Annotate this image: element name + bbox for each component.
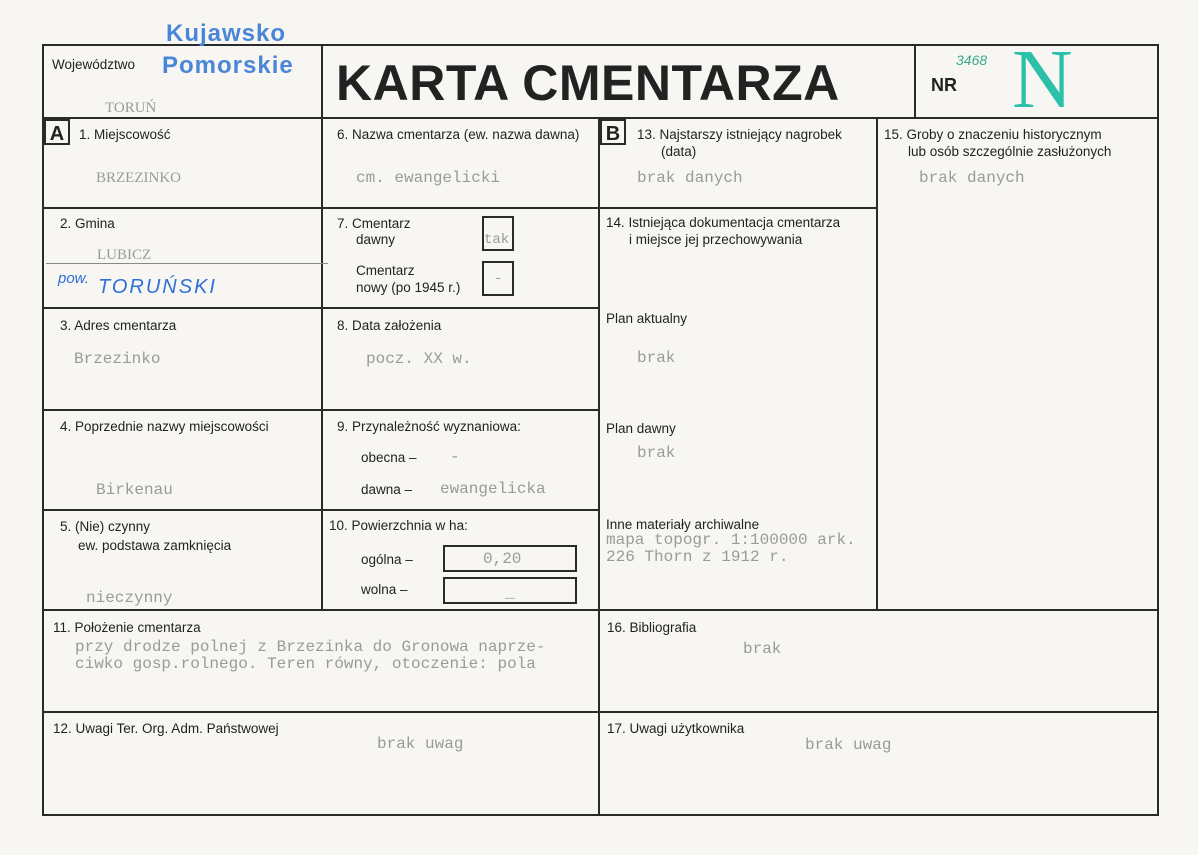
ogolna-field[interactable] bbox=[443, 545, 577, 572]
field-7-nowy-sublabel: nowy (po 1945 r.) bbox=[356, 280, 461, 295]
field-3-value: Brzezinko bbox=[74, 350, 161, 368]
nr-mark: N bbox=[1012, 33, 1073, 126]
field-15-value: brak danych bbox=[919, 169, 1025, 187]
page-title: KARTA CMENTARZA bbox=[336, 55, 840, 111]
field-5-sublabel: ew. podstawa zamknięcia bbox=[78, 538, 232, 553]
field-12-value: brak uwag bbox=[377, 735, 464, 753]
field-1-label: 1. Miejscowość bbox=[79, 127, 171, 142]
ogolna-value: 0,20 bbox=[483, 550, 522, 568]
typed-underline bbox=[46, 263, 328, 264]
field-11-line1: przy drodze polnej z Brzezinka do Gronowa naprze- bbox=[75, 638, 546, 656]
divider bbox=[321, 44, 323, 611]
field-4-value: Birkenau bbox=[96, 481, 173, 499]
field-15-sublabel: lub osób szczególnie zasłużonych bbox=[908, 144, 1112, 159]
section-a-marker: A bbox=[44, 119, 70, 145]
plan-dawny-label: Plan dawny bbox=[606, 421, 676, 436]
field-13-value: brak danych bbox=[637, 169, 743, 187]
field-2-value: LUBICZ bbox=[97, 247, 152, 263]
obecna-value: - bbox=[450, 448, 460, 466]
field-11-label: 11. Położenie cmentarza bbox=[53, 620, 201, 635]
dawny-checkbox[interactable] bbox=[482, 216, 514, 251]
inne-line1: mapa topogr. 1:100000 ark. bbox=[606, 531, 856, 549]
field-7-dawny-label: dawny bbox=[356, 232, 396, 247]
field-8-label: 8. Data założenia bbox=[337, 318, 442, 333]
divider bbox=[42, 711, 1159, 713]
stamp-line2: Pomorskie bbox=[162, 52, 294, 79]
field-13-sublabel: (data) bbox=[661, 144, 697, 159]
field-17-value: brak uwag bbox=[805, 736, 892, 754]
plan-aktualny-label: Plan aktualny bbox=[606, 311, 688, 326]
field-7-label: 7. Cmentarz bbox=[337, 216, 411, 231]
field-6-label: 6. Nazwa cmentarza (ew. nazwa dawna) bbox=[337, 127, 580, 142]
field-17-label: 17. Uwagi użytkownika bbox=[607, 721, 745, 736]
wolna-label: wolna – bbox=[361, 582, 408, 597]
field-10-label: 10. Powierzchnia w ha: bbox=[329, 518, 468, 533]
section-b-marker: B bbox=[600, 119, 626, 145]
field-5-label: 5. (Nie) czynny bbox=[60, 519, 151, 534]
wojewodztwo-label: Województwo bbox=[52, 57, 136, 72]
field-11-line2: ciwko gosp.rolnego. Teren równy, otoczenie: pola bbox=[75, 655, 536, 673]
field-8-value: pocz. XX w. bbox=[366, 350, 472, 368]
dawny-value: tak bbox=[484, 232, 510, 248]
field-16-label: 16. Bibliografia bbox=[607, 620, 697, 635]
field-15-label: 15. Groby o znaczeniu historycznym bbox=[884, 127, 1102, 142]
field-14-label: 14. Istniejąca dokumentacja cmentarza bbox=[606, 215, 841, 230]
inne-label: Inne materiały archiwalne bbox=[606, 517, 760, 532]
divider bbox=[914, 44, 916, 118]
field-2-hand-value: TORUŃSKI bbox=[98, 276, 217, 298]
field-16-value: brak bbox=[743, 640, 782, 658]
plan-dawny-value: brak bbox=[637, 444, 676, 462]
field-7-nowy-label: Cmentarz bbox=[356, 263, 415, 278]
nr-label: NR bbox=[931, 75, 957, 95]
divider bbox=[42, 409, 599, 411]
dawna-label: dawna – bbox=[361, 482, 413, 497]
field-2-hand-prefix: pow. bbox=[58, 270, 89, 287]
obecna-label: obecna – bbox=[361, 450, 417, 465]
nowy-checkbox[interactable] bbox=[482, 261, 514, 296]
ogolna-label: ogólna – bbox=[361, 552, 413, 567]
wojewodztwo-value: TORUŃ bbox=[105, 100, 157, 116]
plan-aktualny-value: brak bbox=[637, 349, 676, 367]
inne-line2: 226 Thorn z 1912 r. bbox=[606, 548, 789, 566]
field-4-label: 4. Poprzednie nazwy miejscowości bbox=[60, 419, 269, 434]
field-2-label: 2. Gmina bbox=[60, 216, 115, 231]
wolna-field[interactable] bbox=[443, 577, 577, 604]
divider bbox=[42, 609, 1159, 611]
field-13-label: 13. Najstarszy istniejący nagrobek bbox=[637, 127, 842, 142]
field-1-value: BRZEZINKO bbox=[96, 170, 181, 186]
divider bbox=[42, 207, 877, 209]
nowy-value: - bbox=[494, 271, 503, 287]
field-12-label: 12. Uwagi Ter. Org. Adm. Państwowej bbox=[53, 721, 279, 736]
nr-handwritten: 3468 bbox=[956, 52, 988, 68]
field-14-sublabel: i miejsce jej przechowywania bbox=[629, 232, 803, 247]
field-6-value: cm. ewangelicki bbox=[356, 169, 501, 187]
field-5-value: nieczynny bbox=[86, 589, 173, 607]
wolna-value: _ bbox=[505, 584, 515, 602]
divider bbox=[42, 307, 599, 309]
divider bbox=[42, 509, 599, 511]
field-3-label: 3. Adres cmentarza bbox=[60, 318, 177, 333]
field-9-label: 9. Przynależność wyznaniowa: bbox=[337, 419, 521, 434]
dawna-value: ewangelicka bbox=[440, 480, 546, 498]
divider bbox=[876, 117, 878, 611]
stamp-line1: Kujawsko bbox=[166, 20, 287, 47]
